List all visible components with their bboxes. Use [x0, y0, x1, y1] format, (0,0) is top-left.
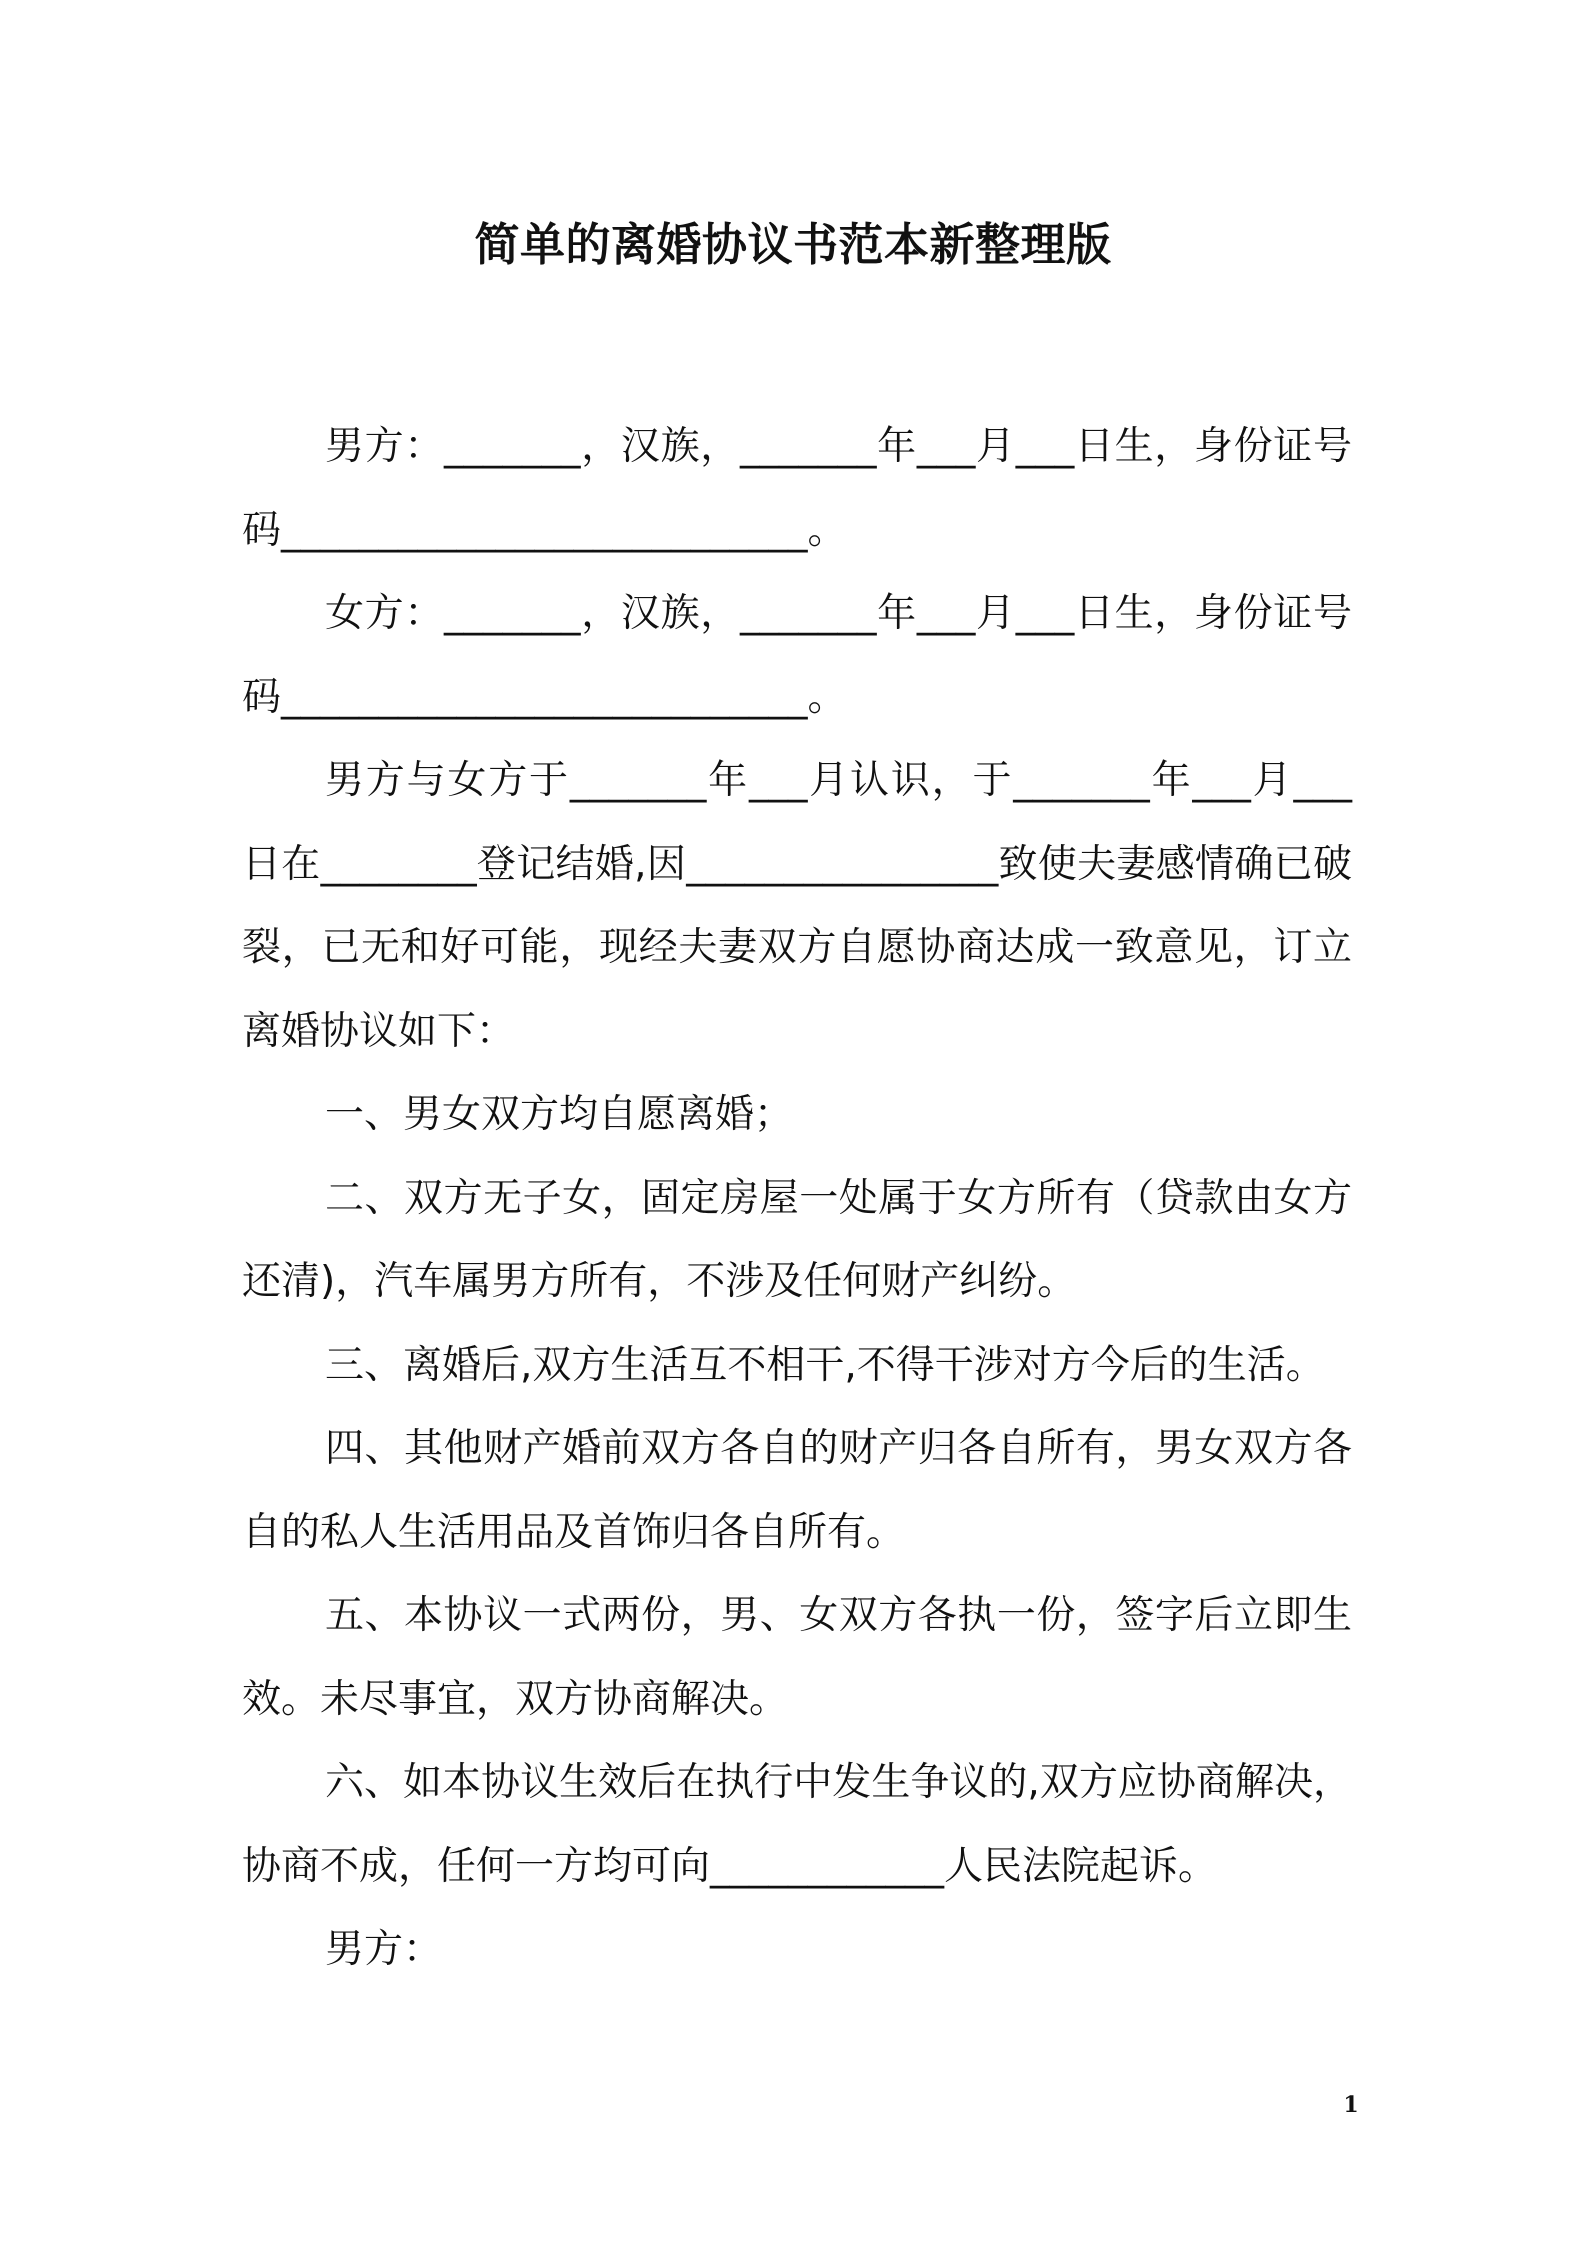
paragraph-clause-2: 二、双方无子女，固定房屋一处属于女方所有（贷款由女方还清)，汽车属男方所有，不涉及任何财产纠纷。 [242, 1175, 1352, 1304]
paragraph-clause-4: 四、其他财产婚前双方各自的财产归各自所有，男女双方各自的私人生活用品及首饰归各自所有。 [242, 1426, 1352, 1555]
paragraph-male-signature: 男方： [325, 1927, 443, 1972]
paragraph-marriage-background: 男方与女方于_______年___月认识，于_______年___月___日在________登记结婚,因________________致使夫妻感情确已破裂，已无和好可能，现经夫妻双方自愿协商达成一致意见，订立离婚协议如下： [242, 758, 1352, 1054]
paragraph-clause-1: 一、男女双方均自愿离婚； [325, 1092, 794, 1137]
page-number: 1 [1343, 2092, 1359, 2118]
paragraph-clause-6: 六、如本协议生效后在执行中发生争议的,双方应协商解决，协商不成，任何一方均可向____________人民法院起诉。 [242, 1760, 1352, 1889]
paragraph-male-info: 男方：_______，汉族，_______年___月___日生，身份证号码___________________________。 [242, 424, 1352, 553]
paragraph-female-info: 女方：_______，汉族，_______年___月___日生，身份证号码___________________________。 [242, 591, 1352, 720]
paragraph-clause-5: 五、本协议一式两份，男、女双方各执一份，签字后立即生效。未尽事宜，双方协商解决。 [242, 1593, 1352, 1722]
paragraph-clause-3: 三、离婚后,双方生活互不相干,不得干涉对方今后的生活。 [325, 1342, 1325, 1388]
document-body [242, 405, 1352, 1992]
document-title: 简单的离婚协议书范本新整理版 [474, 218, 1112, 271]
